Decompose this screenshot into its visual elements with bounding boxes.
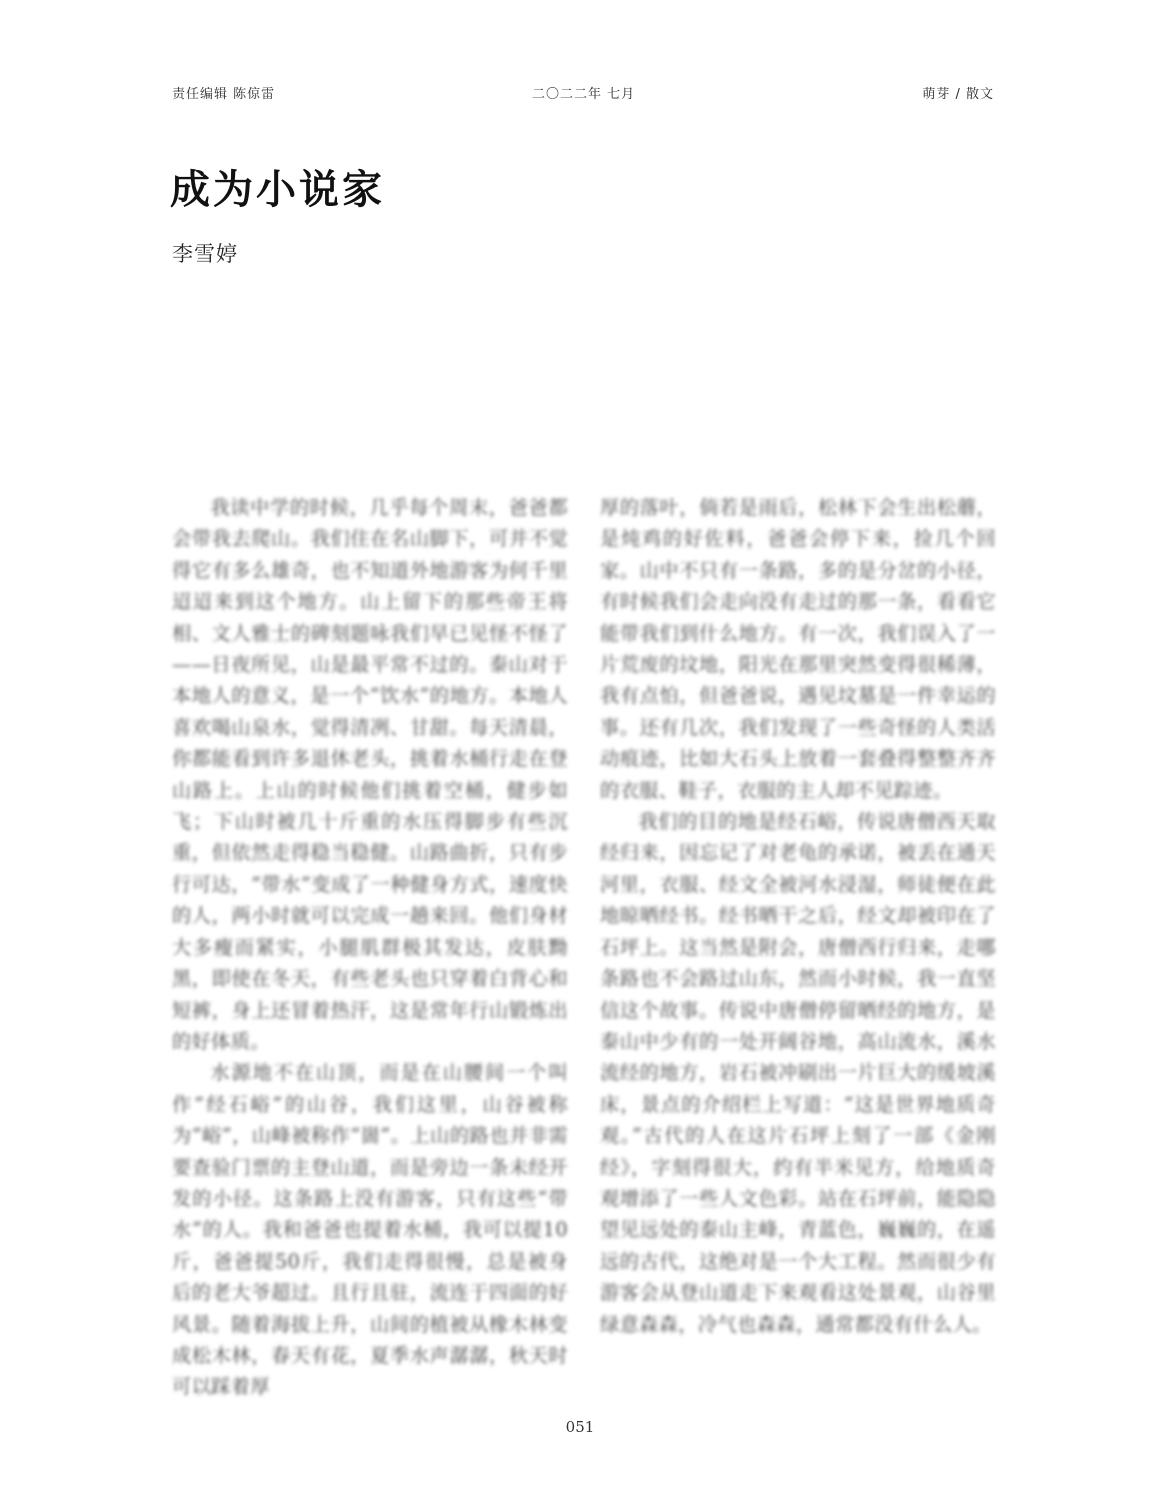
paragraph: 我读中学的时候，几乎每个周末，爸爸都会带我去爬山。我们住在名山脚下，可并不觉得它有多么雄奇，也不知道外地游客为何千里迢迢来到这个地方。山上留下的那些帝王将相、文人雅士的碑刻题咏我们早已见怪不怪了——日夜所见，山是最平常不过的。泰山对于本地人的意义，是一个“饮水”的地方。本地人喜欢喝山泉水，觉得清冽、甘甜。每天清晨，你都能看到许多退休老头，挑着水桶行走在登山路上。上山的时候他们挑着空桶，健步如飞；下山时被几十斤重的水压得脚步有些沉重，但依然走得稳当稳健。山路曲折，只有步行可达，“带水”变成了一种健身方式，速度快的人，两小时就可以完成一趟来回。他们身材大多瘦而紧实，小腿肌群极其发达，皮肤黝黑，即使在冬天，有些老头也只穿着白背心和短裤，身上还冒着热汗，这是常年行山锻炼出的好体质。 (172, 496, 568, 1053)
body-column-right (600, 492, 996, 1372)
paragraph: 水源地不在山顶，而是在山腰间一个叫作“经石峪”的山谷，我们这里，山谷被称为“峪”，山峰被称作“崮”。上山的路也并非需要查验门票的主登山道，而是旁边一条未经开发的小径。这条路上没有游客，只有这些“带水”的人。我和爸爸也提着水桶，我可以提10斤，爸爸提50斤，我们走得很慢，总是被身后的老大爷超过。且行且驻，流连于四面的好风景。随着海拔上升，山间的植被从橡木林变成松木林，春天有花，夏季水声潺潺，秋天时可以踩着厚 (172, 1061, 568, 1399)
paragraph: 厚的落叶，倘若是雨后，松林下会生出松蘑，是炖鸡的好佐料，爸爸会停下来，捡几个回家。山中不只有一条路，多的是分岔的小径，有时候我们会走向没有走过的那一条，看看它能带我们到什么地方。有一次，我们误入了一片荒废的坟地，阳光在那里突然变得很稀薄，我有点怕，但爸爸说，遇见坟墓是一件幸运的事。还有几次，我们发现了一些奇怪的人类活动痕迹，比如大石头上放着一套叠得整整齐齐的衣服、鞋子，衣服的主人却不见踪迹。 (600, 496, 996, 802)
article-author: 李雪婷 (172, 242, 238, 266)
paragraph: 我们的目的地是经石峪，传说唐僧西天取经归来，因忘记了对老龟的承诺，被丢在通天河里，衣服、经文全被河水浸湿，师徒便在此地晾晒经书。经书晒干之后，经文却被印在了石坪上。这当然是附会，唐僧西行归来，走哪条路也不会路过山东，然而小时候，我一直坚信这个故事。传说中唐僧停留晒经的地方，是泰山中少有的一处开阔谷地，高山流水，溪水流经的地方，岩石被冲刷出一片巨大的缓坡溪床，景点的介绍栏上写道：“这是世界地质奇观。”古代的人在这片石坪上刻了一部《金刚经》，字刻得很大，约有半米见方，给地质奇观增添了一些人文色彩。站在石坪前，能隐隐望见远处的泰山主峰，青蓝色，巍巍的，在遥远的古代，这绝对是一个大工程。然而很少有游客会从登山道走下来观看这处景观，山谷里绿意森森，冷气也森森，通常都没有什么人。 (600, 810, 996, 1336)
body-column-left (172, 492, 568, 1399)
section-label: 萌芽 / 散文 (922, 87, 994, 102)
article-title: 成为小说家 (170, 166, 385, 213)
issue-date: 二〇二二年 七月 (532, 87, 636, 102)
editor-credit: 责任编辑 陈倞雷 (172, 87, 276, 102)
page-number: 051 (565, 1418, 595, 1436)
